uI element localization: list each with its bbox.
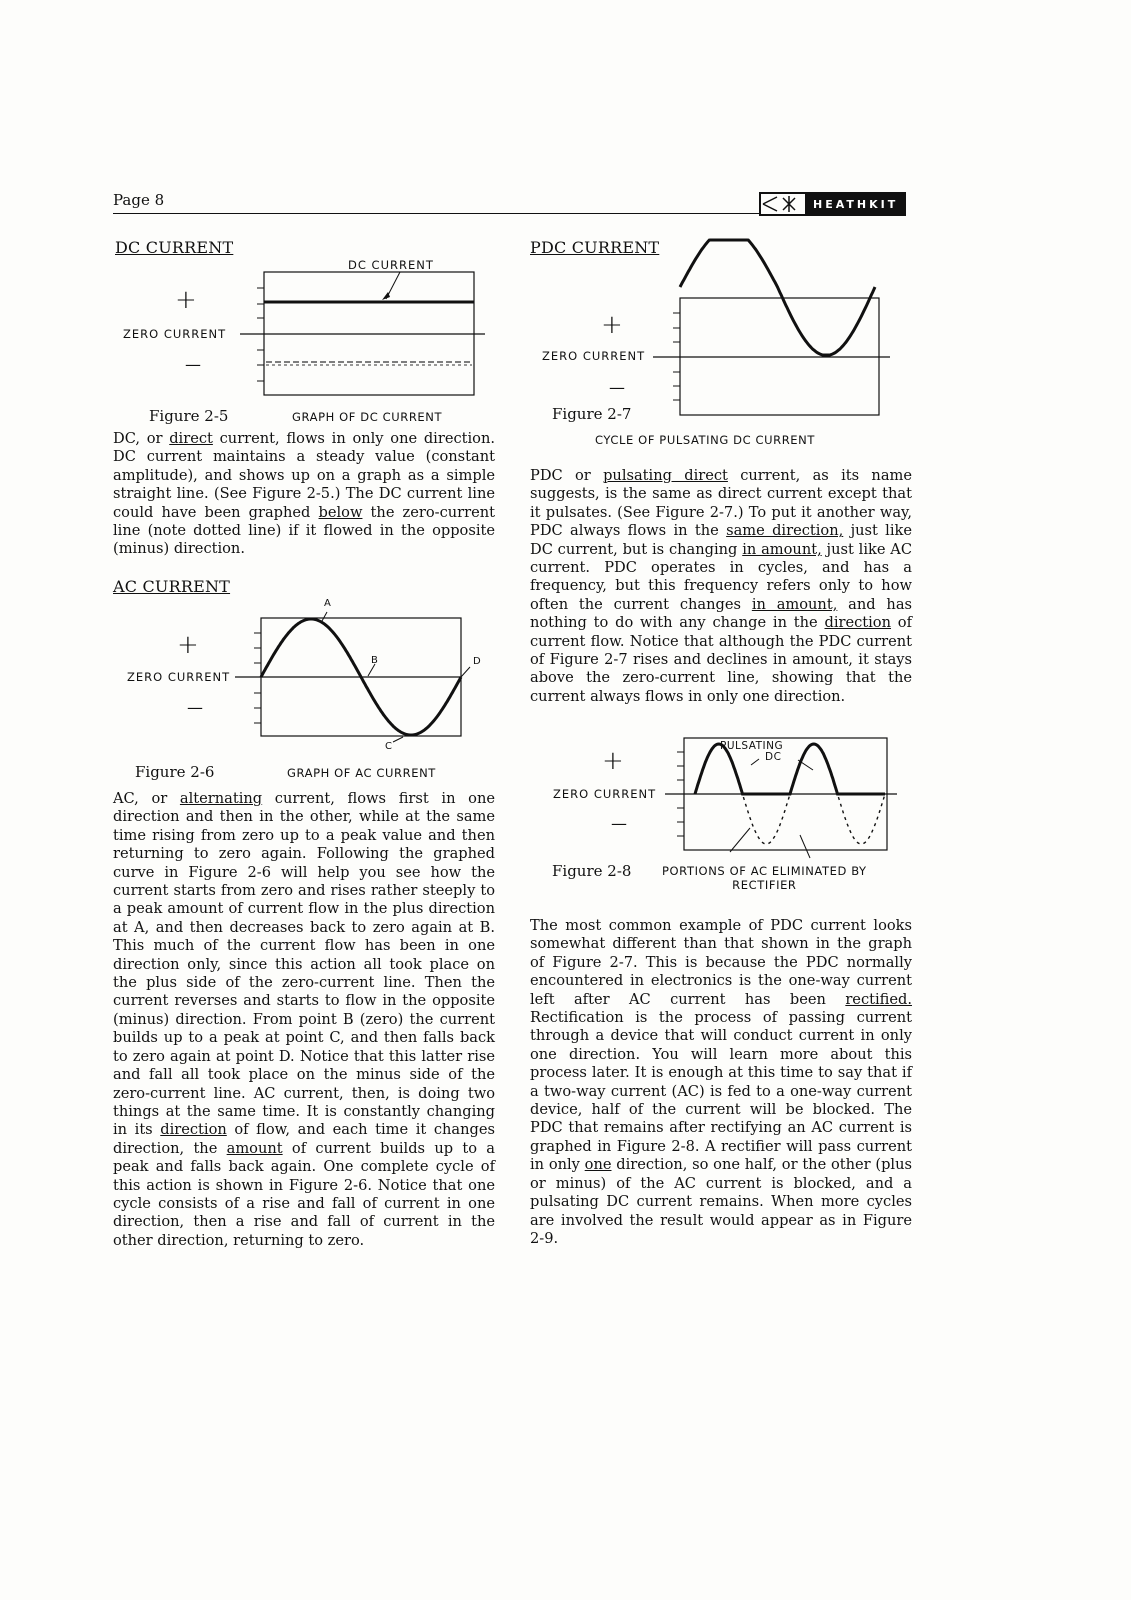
- logo-mark-icon: [761, 194, 807, 214]
- figure-2-6: [115, 596, 505, 761]
- ac-paragraph: [113, 790, 495, 1250]
- point-c-label: C: [385, 741, 392, 752]
- page-header: [113, 186, 943, 216]
- pdc-current-heading: PDC CURRENT: [530, 238, 660, 257]
- caption-line: RECTIFIER: [732, 878, 797, 892]
- ac-para-emph: amount: [226, 1139, 283, 1157]
- plus-sign: +: [602, 746, 624, 776]
- dc-label: DC: [765, 751, 782, 763]
- dc-para-emph: direct: [169, 430, 213, 447]
- ac-para-text: of current builds up to a peak and falls back again. One complete cycle of this action is shown in Figure 2-6. Notice that one cycle consists of a rise and fall of current in one direction, then a rise and fall of current in the other direction, returning to zero.: [113, 1139, 495, 1249]
- common-para-text: Rectification is the process of passing current through a device that will conduct current in only one direction. You will learn more about this process later. It is enough at this time to say that if a two-way current (AC) is fed to a one-way current device, half of the current will be blocked. The PDC that remains after rectifying an AC current is graphed in Figure 2-8. A rectifier will pass current in only: [530, 1009, 912, 1174]
- figure-2-5-caption: GRAPH OF DC CURRENT: [292, 410, 443, 424]
- dc-para-text: DC, or: [113, 430, 170, 447]
- minus-sign: —: [611, 814, 627, 833]
- plus-sign: +: [175, 285, 197, 315]
- zero-current-label: ZERO CURRENT: [127, 670, 231, 684]
- zero-current-label: ZERO CURRENT: [123, 327, 227, 341]
- ac-para-text: of flow, and each time it changes direction, the: [113, 1121, 496, 1157]
- dc-paragraph: [113, 430, 495, 559]
- minus-sign: —: [185, 355, 201, 374]
- figure-2-5: [115, 255, 505, 425]
- point-a-label: A: [324, 598, 331, 609]
- pdc-para-text: current, as its name suggests, is the same as direct current except that it pulsates. (See Figure 2-7.) To put it another way, PDC always flows in the: [530, 467, 913, 540]
- point-b-label: B: [371, 655, 378, 666]
- zero-current-label: ZERO CURRENT: [542, 349, 646, 363]
- dc-para-text: the zero-current line (note dotted line) if it flowed in the opposite (minus) direction.: [113, 503, 495, 558]
- ac-para-text: AC, or: [113, 790, 180, 807]
- plus-sign: +: [601, 310, 623, 340]
- figure-2-5-label: Figure 2-5: [149, 407, 229, 425]
- dc-current-heading: DC CURRENT: [115, 238, 234, 257]
- figure-2-7: [535, 228, 905, 428]
- point-d-label: D: [473, 656, 481, 667]
- ac-current-heading: AC CURRENT: [113, 577, 231, 596]
- common-para-emph: rectified.: [845, 990, 912, 1008]
- pulsating-label: PULSATING: [720, 740, 784, 752]
- pdc-para-emph: in amount,: [742, 540, 822, 558]
- dc-current-label: DC CURRENT: [348, 258, 434, 272]
- figure-2-7-caption: CYCLE OF PULSATING DC CURRENT: [595, 433, 815, 447]
- heathkit-logo: [759, 192, 906, 216]
- plus-sign: +: [177, 630, 199, 660]
- pdc-paragraph: [530, 467, 912, 706]
- pdc-para-emph: direction: [824, 614, 891, 632]
- figure-2-8-caption: [662, 864, 867, 892]
- header-rule: [113, 213, 761, 214]
- minus-sign: —: [609, 378, 625, 397]
- dc-para-emph: below: [318, 503, 363, 521]
- pdc-para-text: just like AC current. PDC operates in cycles, and has a frequency, but this frequency refers only to how often the current changes: [530, 540, 912, 613]
- common-example-paragraph: [530, 917, 912, 1248]
- figure-2-6-label: Figure 2-6: [135, 763, 215, 781]
- common-para-text: direction, so one half, or the other (plus or minus) of the AC current is blocked, and a pulsating DC current remains. When more cycles are involved the result would appear as in Figure 2-9.: [530, 1156, 912, 1247]
- minus-sign: —: [187, 698, 203, 717]
- pdc-para-emph: pulsating direct: [603, 467, 728, 484]
- zero-current-label: ZERO CURRENT: [553, 787, 657, 801]
- pdc-para-text: and has nothing to do with any change in the: [530, 595, 913, 632]
- logo-text: HEATHKIT: [807, 194, 904, 214]
- dc-para-text: current, flows in only one direction. DC current maintains a steady value (constant amplitude), and shows up on a graph as a simple straight line. (See Figure 2-5.) The DC current line could have been graphed: [113, 430, 495, 521]
- pdc-para-text: just like DC current, but is changing: [530, 522, 912, 558]
- ac-para-emph: alternating: [179, 790, 263, 807]
- figure-2-8-label: Figure 2-8: [552, 862, 632, 880]
- figure-2-6-caption: GRAPH OF AC CURRENT: [287, 766, 436, 780]
- pdc-para-text: PDC or: [530, 467, 604, 484]
- pdc-para-text: of current flow. Notice that although the PDC current of Figure 2-7 rises and declines in amount, it stays above the zero-current line, showing that the current always flows in only one direction.: [530, 614, 912, 705]
- figure-2-8: [545, 730, 915, 860]
- caption-line: PORTIONS OF AC ELIMINATED BY: [662, 864, 867, 878]
- ac-para-text: current, flows first in one direction and then in the other, while at the same time rising from zero up to a peak value and then returning to zero again. Following the graphed curve in Figure 2-6 will help you see how the current starts from zero and rises rather steeply to a peak amount of current flow in the plus direction at A, and then decreases back to zero again at B. This much of the current flow has been in one direction only, since this action all took place on the plus side of the zero-current line. Then the current reverses and starts to flow in the opposite (minus) direction. From point B (zero) the current builds up to a peak at point C, and then falls back to zero again at point D. Notice that this latter rise and fall all took place on the minus side of the zero-current line. AC current, then, is doing two things at the same time. It is constantly changing in its: [113, 790, 495, 1139]
- pdc-para-emph: same direction,: [726, 522, 844, 540]
- common-para-text: The most common example of PDC current looks somewhat different than that shown in the graph of Figure 2-7. This is because the PDC normally encountered in electronics is the one-way current left after AC current has been: [530, 917, 912, 1008]
- page-number: Page 8: [113, 191, 165, 209]
- ac-para-emph: direction: [160, 1121, 227, 1139]
- figure-2-7-label: Figure 2-7: [552, 405, 632, 423]
- common-para-emph: one: [584, 1156, 612, 1174]
- pdc-para-emph: in amount,: [751, 595, 838, 613]
